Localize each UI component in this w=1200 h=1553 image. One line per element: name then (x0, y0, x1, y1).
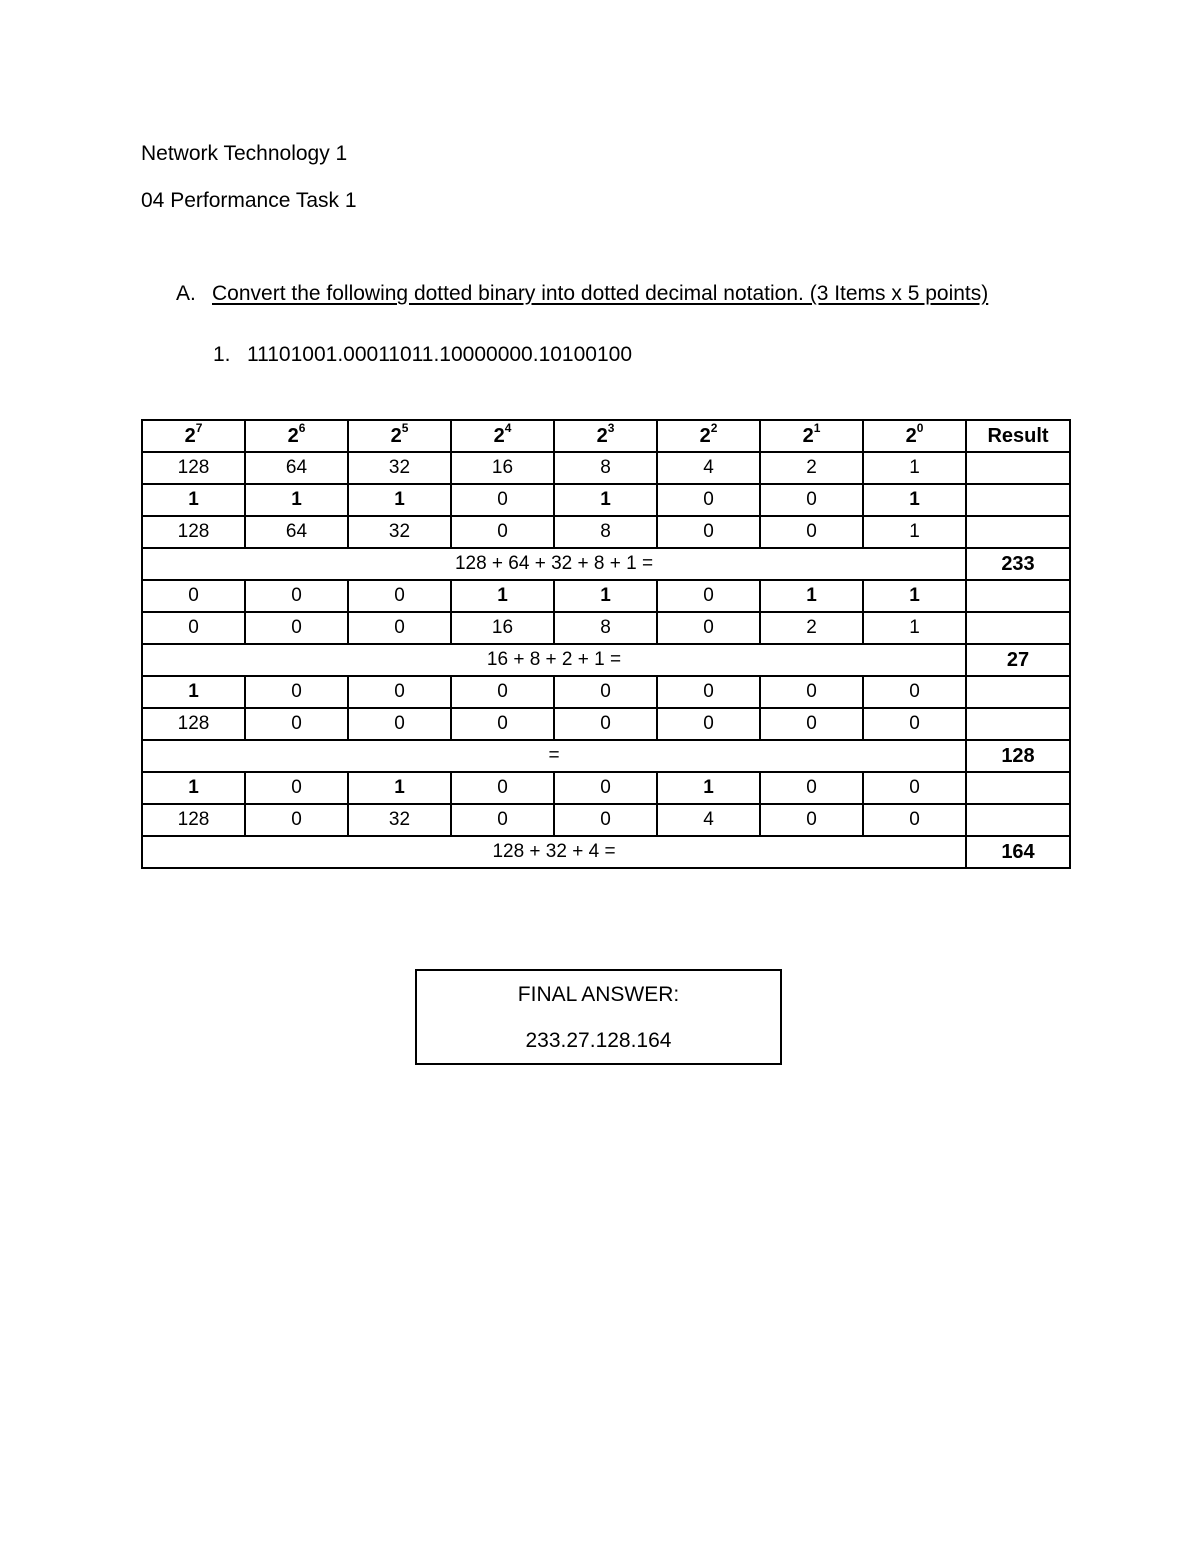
bit-cell: 1 (348, 484, 451, 516)
octet-result: 128 (966, 740, 1070, 772)
empty-result-cell (966, 772, 1070, 804)
section-a-text: Convert the following dotted binary into dotted decimal notation. (3 Items x 5 points) (212, 282, 989, 305)
item-1-binary: 11101001.00011011.10000000.10100100 (247, 343, 633, 366)
power-base: 2 (184, 425, 196, 447)
value-cell: 0 (554, 804, 657, 836)
sum-row (142, 548, 1070, 580)
value-cell: 1 (863, 516, 966, 548)
power-header-cell (863, 420, 966, 452)
bit-cell: 0 (657, 580, 760, 612)
bit-cell: 1 (863, 484, 966, 516)
value-cell: 8 (554, 516, 657, 548)
power-header-cell (760, 420, 863, 452)
power-base: 2 (699, 425, 711, 447)
empty-result-cell (966, 580, 1070, 612)
bit-cell: 0 (245, 676, 348, 708)
value-cell: 128 (142, 804, 245, 836)
bit-cell: 0 (657, 676, 760, 708)
bit-cell: 1 (142, 484, 245, 516)
place-value-cell: 32 (348, 452, 451, 484)
octet-result: 233 (966, 548, 1070, 580)
item-1-marker: 1. (213, 343, 231, 366)
power-exponent: 1 (813, 421, 821, 436)
bit-cell: 1 (451, 580, 554, 612)
power-header-cell (657, 420, 760, 452)
sum-row (142, 836, 1070, 868)
sum-row (142, 644, 1070, 676)
value-cell: 0 (554, 708, 657, 740)
section-a-marker: A. (176, 282, 196, 305)
empty-result-cell (966, 708, 1070, 740)
power-base: 2 (802, 425, 814, 447)
sum-row (142, 740, 1070, 772)
power-header-cell (245, 420, 348, 452)
conversion-table (141, 419, 1071, 869)
bit-cell: 0 (863, 772, 966, 804)
value-cell: 0 (142, 612, 245, 644)
document-subtitle: 04 Performance Task 1 (141, 189, 357, 212)
value-cell: 0 (451, 804, 554, 836)
bit-cell: 1 (554, 484, 657, 516)
octet-result: 27 (966, 644, 1070, 676)
place-values-row (142, 452, 1070, 484)
empty-result-cell (966, 484, 1070, 516)
bit-cell: 1 (657, 772, 760, 804)
bit-cell: 0 (451, 772, 554, 804)
final-answer-box (415, 969, 782, 1065)
bit-cell: 0 (245, 772, 348, 804)
value-cell: 0 (657, 612, 760, 644)
final-answer-value: 233.27.128.164 (525, 1029, 672, 1052)
value-cell: 0 (657, 708, 760, 740)
value-cell: 128 (142, 708, 245, 740)
bit-cell: 0 (760, 676, 863, 708)
item-1 (213, 343, 632, 367)
bits-row (142, 676, 1070, 708)
section-a-instruction (176, 282, 988, 306)
power-exponent: 6 (298, 421, 306, 436)
bit-cell: 0 (760, 772, 863, 804)
bit-cell: 1 (554, 580, 657, 612)
bit-cell: 0 (451, 676, 554, 708)
bit-cell: 0 (451, 484, 554, 516)
bit-cell: 0 (657, 484, 760, 516)
bit-cell: 1 (142, 772, 245, 804)
value-cell: 1 (863, 612, 966, 644)
power-exponent: 7 (195, 421, 203, 436)
bit-cell: 0 (142, 580, 245, 612)
place-value-cell: 16 (451, 452, 554, 484)
values-row (142, 516, 1070, 548)
empty-result-cell (966, 676, 1070, 708)
bits-row (142, 580, 1070, 612)
table-header-row (142, 420, 1070, 452)
value-cell: 0 (245, 612, 348, 644)
power-header-cell (554, 420, 657, 452)
value-cell: 0 (760, 804, 863, 836)
bit-cell: 0 (863, 676, 966, 708)
value-cell: 0 (245, 708, 348, 740)
value-cell: 8 (554, 612, 657, 644)
place-value-cell: 4 (657, 452, 760, 484)
document-title: Network Technology 1 (141, 142, 348, 165)
power-exponent: 0 (916, 421, 924, 436)
value-cell: 32 (348, 804, 451, 836)
power-exponent: 2 (710, 421, 718, 436)
values-row (142, 804, 1070, 836)
power-exponent: 4 (504, 421, 512, 436)
empty-result-cell (966, 612, 1070, 644)
power-exponent: 3 (607, 421, 615, 436)
values-row (142, 612, 1070, 644)
sum-expression: 128 + 64 + 32 + 8 + 1 = (142, 548, 966, 580)
sum-expression: 128 + 32 + 4 = (142, 836, 966, 868)
bit-cell: 1 (863, 580, 966, 612)
bit-cell: 0 (348, 580, 451, 612)
sum-expression: 16 + 8 + 2 + 1 = (142, 644, 966, 676)
value-cell: 0 (863, 804, 966, 836)
power-header-cell (451, 420, 554, 452)
value-cell: 2 (760, 612, 863, 644)
value-cell: 0 (760, 708, 863, 740)
bit-cell: 0 (348, 676, 451, 708)
power-header-cell (142, 420, 245, 452)
value-cell: 0 (863, 708, 966, 740)
value-cell: 0 (245, 804, 348, 836)
place-value-cell: 64 (245, 452, 348, 484)
place-value-cell: 128 (142, 452, 245, 484)
bit-cell: 1 (760, 580, 863, 612)
power-base: 2 (493, 425, 505, 447)
power-base: 2 (905, 425, 917, 447)
result-header-cell: Result (966, 420, 1070, 452)
value-cell: 128 (142, 516, 245, 548)
value-cell: 32 (348, 516, 451, 548)
bit-cell: 1 (245, 484, 348, 516)
bit-cell: 1 (142, 676, 245, 708)
value-cell: 0 (657, 516, 760, 548)
bit-cell: 0 (554, 772, 657, 804)
values-row (142, 708, 1070, 740)
value-cell: 16 (451, 612, 554, 644)
power-exponent: 5 (401, 421, 409, 436)
power-header-cell (348, 420, 451, 452)
empty-result-cell (966, 516, 1070, 548)
power-base: 2 (287, 425, 299, 447)
empty-result-cell (966, 804, 1070, 836)
value-cell: 0 (348, 708, 451, 740)
value-cell: 0 (760, 516, 863, 548)
empty-result-cell (966, 452, 1070, 484)
bit-cell: 0 (554, 676, 657, 708)
bit-cell: 0 (245, 580, 348, 612)
power-base: 2 (390, 425, 402, 447)
value-cell: 0 (348, 612, 451, 644)
octet-result: 164 (966, 836, 1070, 868)
final-answer-label: FINAL ANSWER: (517, 983, 680, 1006)
place-value-cell: 2 (760, 452, 863, 484)
place-value-cell: 8 (554, 452, 657, 484)
power-base: 2 (596, 425, 608, 447)
value-cell: 0 (451, 516, 554, 548)
value-cell: 64 (245, 516, 348, 548)
sum-expression: = (142, 740, 966, 772)
place-value-cell: 1 (863, 452, 966, 484)
bits-row (142, 484, 1070, 516)
bit-cell: 0 (760, 484, 863, 516)
value-cell: 4 (657, 804, 760, 836)
bit-cell: 1 (348, 772, 451, 804)
bits-row (142, 772, 1070, 804)
value-cell: 0 (451, 708, 554, 740)
